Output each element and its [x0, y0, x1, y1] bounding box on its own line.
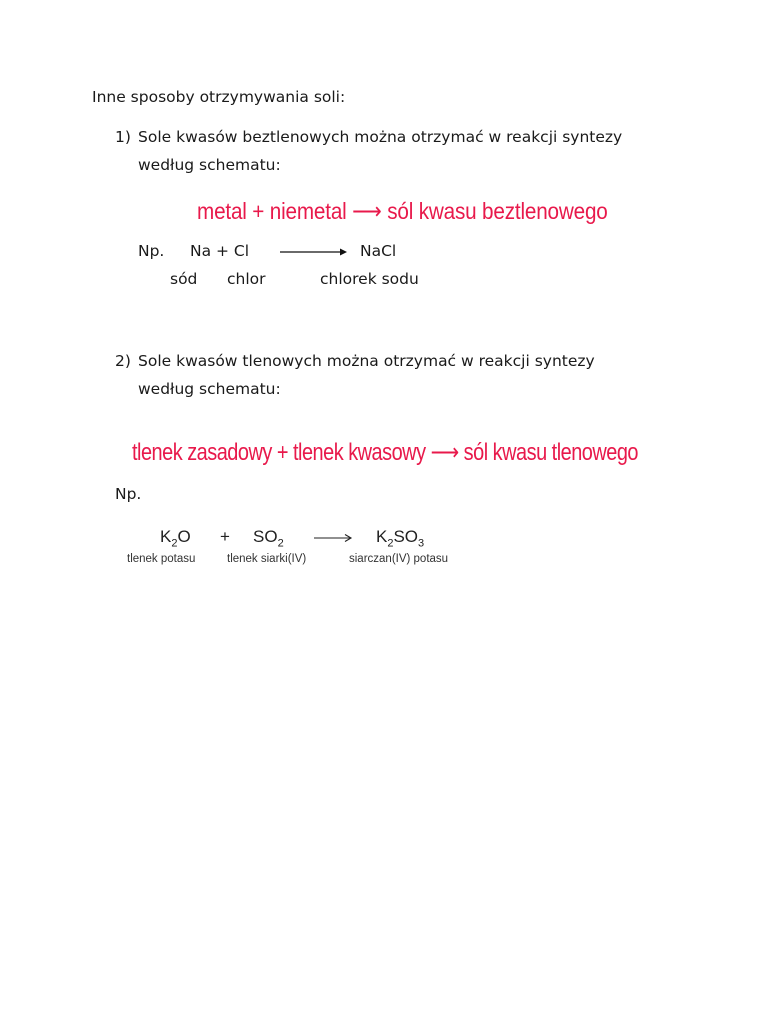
example-1-product: NaCl [360, 242, 397, 260]
section-2-line-1: Sole kwasów tlenowych można otrzymać w reakcji syntezy [138, 352, 595, 370]
section-2-number: 2) [115, 352, 131, 370]
page-heading: Inne sposoby otrzymywania soli: [92, 88, 346, 106]
section-1-line-2: według schematu: [138, 156, 281, 174]
label-siarczan-potasu: siarczan(IV) potasu [349, 553, 449, 565]
example-1-name-chlorek-sodu: chlorek sodu [320, 270, 419, 288]
reaction-arrow-2-icon [314, 532, 354, 544]
plus-sign: + [220, 527, 230, 546]
example-1-reactants: Na + Cl [190, 242, 250, 260]
label-tlenek-potasu: tlenek potasu [127, 553, 196, 565]
example-1-prefix: Np. [138, 242, 165, 260]
formula-so2: $SO_2$ [253, 527, 284, 550]
section-1-scheme: metal + niemetal ⟶ sól kwasu beztlenowego [197, 198, 608, 224]
section-2-line-2: według schematu: [138, 380, 281, 398]
reaction-arrow-icon [280, 246, 348, 258]
example-1-name-sod: sód [170, 270, 198, 288]
example-2-prefix: Np. [115, 485, 142, 503]
formula-k2o: $K_2O$ [160, 527, 191, 550]
section-1-number: 1) [115, 128, 131, 146]
label-tlenek-siarki: tlenek siarki(IV) [227, 553, 307, 565]
formula-k2so3: $K_2SO_3$ [376, 527, 425, 550]
section-1-line-1: Sole kwasów beztlenowych można otrzymać w reakcji syntezy [138, 128, 623, 146]
section-2-scheme: tlenek zasadowy + tlenek kwasowy ⟶ sól kwasu tlenowego [132, 439, 639, 466]
example-1-name-chlor: chlor [227, 270, 266, 288]
